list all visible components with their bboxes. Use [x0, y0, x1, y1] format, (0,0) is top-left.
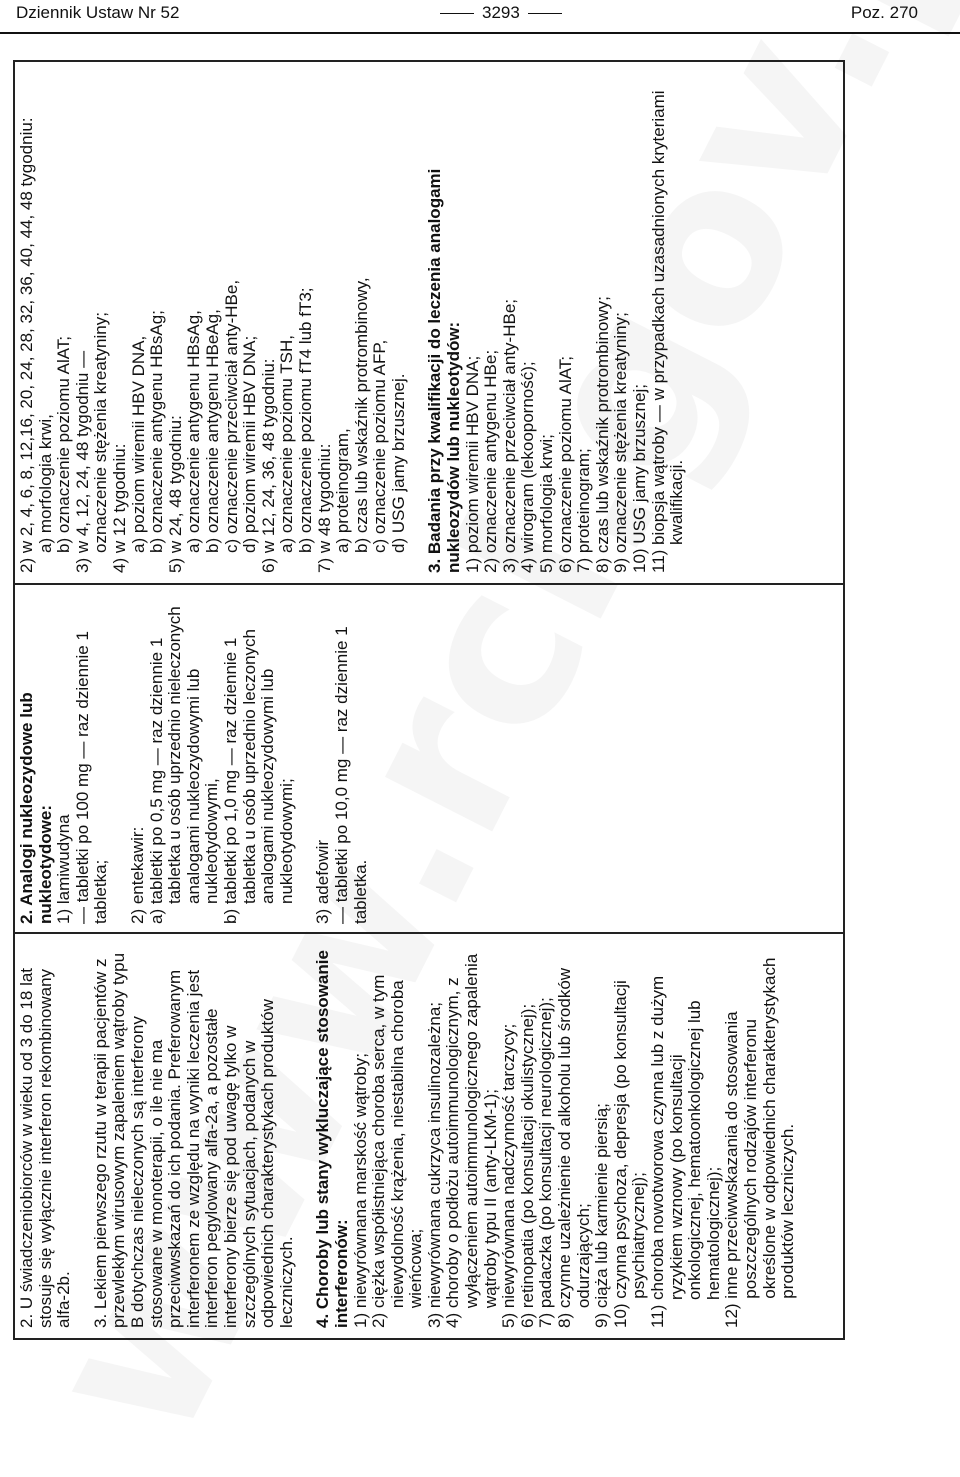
drug-adefovir-dose: — tabletki po 10,0 mg — raz dziennie 1 tabletka.: [331, 626, 370, 924]
list-item: [723, 942, 797, 1328]
list-item-number: 7): [574, 553, 594, 573]
list-item-number: 1): [462, 553, 482, 573]
schedule-4: 4) w 12 tygodniu:: [109, 443, 129, 573]
drug-adefovir: 3) adefowir: [313, 839, 333, 924]
list-item-number: 4): [518, 553, 538, 573]
list-item: [464, 70, 483, 573]
schedule-7a: a) proteinogram,: [333, 428, 353, 553]
list-item-text: inne przeciwwskazania do stosowania poszczególnych rodzajów interferonu określone w odpowiednich charakterystykach produktów leczniczych.: [722, 957, 798, 1299]
column-2: [14, 585, 844, 934]
list-item-text: oznaczenie antygenu HBe;: [481, 349, 501, 554]
list-item-text: USG jamy brzusznej;: [630, 384, 649, 544]
schedule-6a: a) oznaczenie poziomu TSH,: [277, 335, 297, 553]
schedule-7: 7) w 48 tygodniu:: [314, 443, 334, 573]
list-item: [649, 942, 723, 1328]
schedule-7b: b) czas lub wskaźnik protrombinowy,: [351, 277, 371, 553]
list-item-number: 5): [537, 553, 557, 573]
list-item-number: 10): [610, 1298, 630, 1328]
list-item: [501, 70, 520, 573]
list-item: [612, 70, 631, 573]
list-item-number: 4): [443, 1308, 463, 1328]
section-4-heading: 4. Choroby lub stany wykluczające stosowanie interferonów:: [313, 950, 351, 1328]
list-item: [500, 942, 519, 1328]
paragraph-3: 3. Lekiem pierwszego rzutu w terapii pacjentów z przewlekłym wirusowym zapaleniem wątroby typu B dotychczas nieleczonych są interferony stosowane w monoterapii, o ile nie ma przeciwwskazań do ich podania. Preferowanym interferonem ze względu na wyniki leczenia jest interferon pegylowany alfa-2a, a pozostałe interferony bierze się pod uwagę tylko w szczególnych sytuacjach, podanych w odpowiednich charakterystykach produktów leczniczych.: [90, 952, 296, 1328]
journal-title: Dziennik Ustaw Nr 52: [16, 3, 180, 22]
list-item-number: 11): [648, 544, 668, 573]
schedule-2b: b) oznaczenie poziomu AlAT;: [54, 335, 74, 553]
schedule-3: 3) w 4, 12, 24, 48 tygodniu —: [72, 350, 92, 573]
drug-lamivudine-dose: — tabletki po 100 mg — raz dziennie 1 tabletka;: [72, 631, 111, 924]
list-item: [352, 942, 371, 1328]
list-item-number: 11): [648, 1299, 667, 1328]
list-item: [650, 70, 687, 573]
list-item-text: morfologia krwi;: [537, 434, 557, 554]
list-item: [575, 70, 594, 573]
list-item: [444, 942, 500, 1328]
list-item-text: ciężka współistniejąca choroba serca, w tym niewydolność krążenia, niestabilna choroba wieńcowa;: [369, 974, 426, 1309]
schedule-5c: c) oznaczenie przeciwciał anty-HBe,: [221, 279, 241, 553]
drug-entecavir-dose-b: b) tabletki po 1,0 mg — raz dziennie 1 tabletka u osób uprzednio leczonych analogami nukleozydowymi lub nukleotydowymi;: [220, 628, 296, 924]
list-item-text: czynna psychoza, depresja (po konsultacji psychiatrycznej);: [610, 980, 649, 1299]
section-3-heading: 3. Badania przy kwalifikacji do leczenia analogami nukleozydów lub nukleotydów:: [425, 168, 464, 573]
rotated-table: [14, 62, 844, 1338]
list-item-number: 6): [555, 553, 575, 573]
list-item: [556, 942, 593, 1328]
list-item-text: oznaczenie poziomu AlAT;: [555, 355, 575, 554]
list-item-text: oznaczenie stężenia kreatyniny;: [611, 312, 631, 554]
contraindications-list: [352, 942, 798, 1328]
schedule-6b: b) oznaczenie poziomu fT4 lub fT3;: [295, 287, 315, 553]
schedule-5d: d) poziom wiremii HBV DNA;: [240, 335, 260, 553]
list-item-text: czas lub wskaźnik protrombinowy;: [592, 296, 612, 554]
section-2-heading: 2. Analogi nukleozydowe lub nukleotydowe:: [17, 692, 55, 924]
list-item-number: 5): [499, 1308, 519, 1328]
column-1: [14, 934, 844, 1338]
list-item-text: czynne uzależnienie od alkoholu lub środków odurzających;: [555, 967, 593, 1309]
schedule-7d: d) USG jamy brzusznej.: [388, 373, 408, 553]
schedule-4a: a) poziom wiremii HBV DNA,: [128, 335, 148, 553]
list-item-text: choroby o podłożu autoimmunologicznym, z wyłączeniem autoimmunologicznego zapalenia wątroby typu II (anty-LKM-1);: [443, 953, 500, 1309]
list-item-text: niewyrównana nadczynność tarczycy;: [499, 1023, 519, 1309]
list-item: [370, 942, 426, 1328]
schedule-4b: b) oznaczenie antygenu HBsAg;: [147, 310, 167, 553]
list-item: [557, 70, 576, 573]
schedule-7c: c) oznaczenie poziomu AFP,: [370, 339, 390, 553]
list-item-text: ciąża lub karmienie piersią;: [592, 1103, 612, 1309]
drug-lamivudine: 1) lamiwudyna: [54, 814, 74, 924]
list-item-number: 7): [536, 1308, 556, 1328]
list-item-text: wirogram (lekooporność);: [518, 361, 538, 554]
qualification-tests-list: [464, 70, 687, 573]
list-item-number: 2): [481, 553, 501, 573]
schedule-2a: a) morfologia krwi,: [35, 414, 55, 553]
list-item-number: 12): [722, 1298, 742, 1328]
paragraph-2: 2. U świadczeniobiorców w wieku od 3 do 18 lat stosuje się wyłącznie interferon rekombinowany alfa-2b.: [17, 967, 74, 1328]
list-item-text: oznaczenie przeciwciał anty-HBe;: [499, 298, 519, 554]
list-item: [538, 70, 557, 573]
schedule-5a: a) oznaczenie antygenu HBsAg,: [184, 310, 204, 553]
list-item-number: 3): [424, 1308, 444, 1328]
list-item: [426, 942, 445, 1328]
list-item-number: 3): [499, 553, 519, 573]
list-item-text: niewyrównana marskość wątroby;: [350, 1053, 370, 1309]
list-item-text: poziom wiremii HBV DNA;: [462, 355, 482, 554]
list-item-text: padaczka (po konsultacji neurologicznej);: [536, 997, 556, 1309]
list-item: [537, 942, 556, 1328]
schedule-5: 5) w 24, 48 tygodniu:: [165, 415, 185, 573]
list-item: [482, 70, 501, 573]
list-item: [519, 942, 538, 1328]
list-item-text: proteinogram;: [574, 448, 594, 554]
drug-entecavir-dose-a: a) tabletki po 0,5 mg — raz dziennie 1 tabletka u osób uprzednio nieleczonych analogami nukleozydowymi lub nukleotydowymi,: [146, 606, 222, 924]
page-number: 3293: [432, 3, 570, 23]
list-item: [593, 942, 612, 1328]
list-item-number: 8): [592, 553, 612, 573]
position-number: Poz. 270: [850, 3, 918, 22]
list-item-number: 2): [369, 1308, 389, 1328]
list-item-number: 9): [611, 553, 631, 573]
list-item-text: choroba nowotworowa czynna lub z dużym ryzykiem wznowy (po konsultacji onkologicznej, hematoonkologicznej lub hematologicznej);: [648, 975, 723, 1300]
list-item-text: biopsja wątroby — w przypadkach uzasadnionych kryteriami kwalifikacji.: [648, 90, 687, 545]
list-item-number: 10): [630, 543, 649, 573]
list-item-number: 8): [555, 1308, 575, 1328]
schedule-2: 2) w 2, 4, 6, 8, 12,16, 20, 24, 28, 32, 36, 40, 44, 48 tygodniu:: [17, 117, 36, 573]
schedule-5b: b) oznaczenie antygenu HBeAg,: [202, 309, 222, 553]
list-item-number: 6): [517, 1308, 537, 1328]
list-item-text: niewyrównana cukrzyca insulinozależna;: [424, 1001, 444, 1309]
schedule-6: 6) w 12, 24, 36, 48 tygodniu:: [258, 358, 278, 573]
schedule-3a: oznaczenie stężenia kreatyniny;: [91, 312, 111, 553]
list-item-number: 9): [592, 1308, 612, 1328]
list-item-text: retinopatia (po konsultacji okulistycznej);: [517, 1003, 537, 1309]
list-item: [612, 942, 649, 1328]
drug-entecavir: 2) entekawir:: [127, 826, 147, 924]
list-item: [594, 70, 613, 573]
column-3: [14, 62, 844, 585]
list-item: [631, 70, 650, 573]
list-item-number: 1): [350, 1308, 370, 1328]
list-item: [519, 70, 538, 573]
